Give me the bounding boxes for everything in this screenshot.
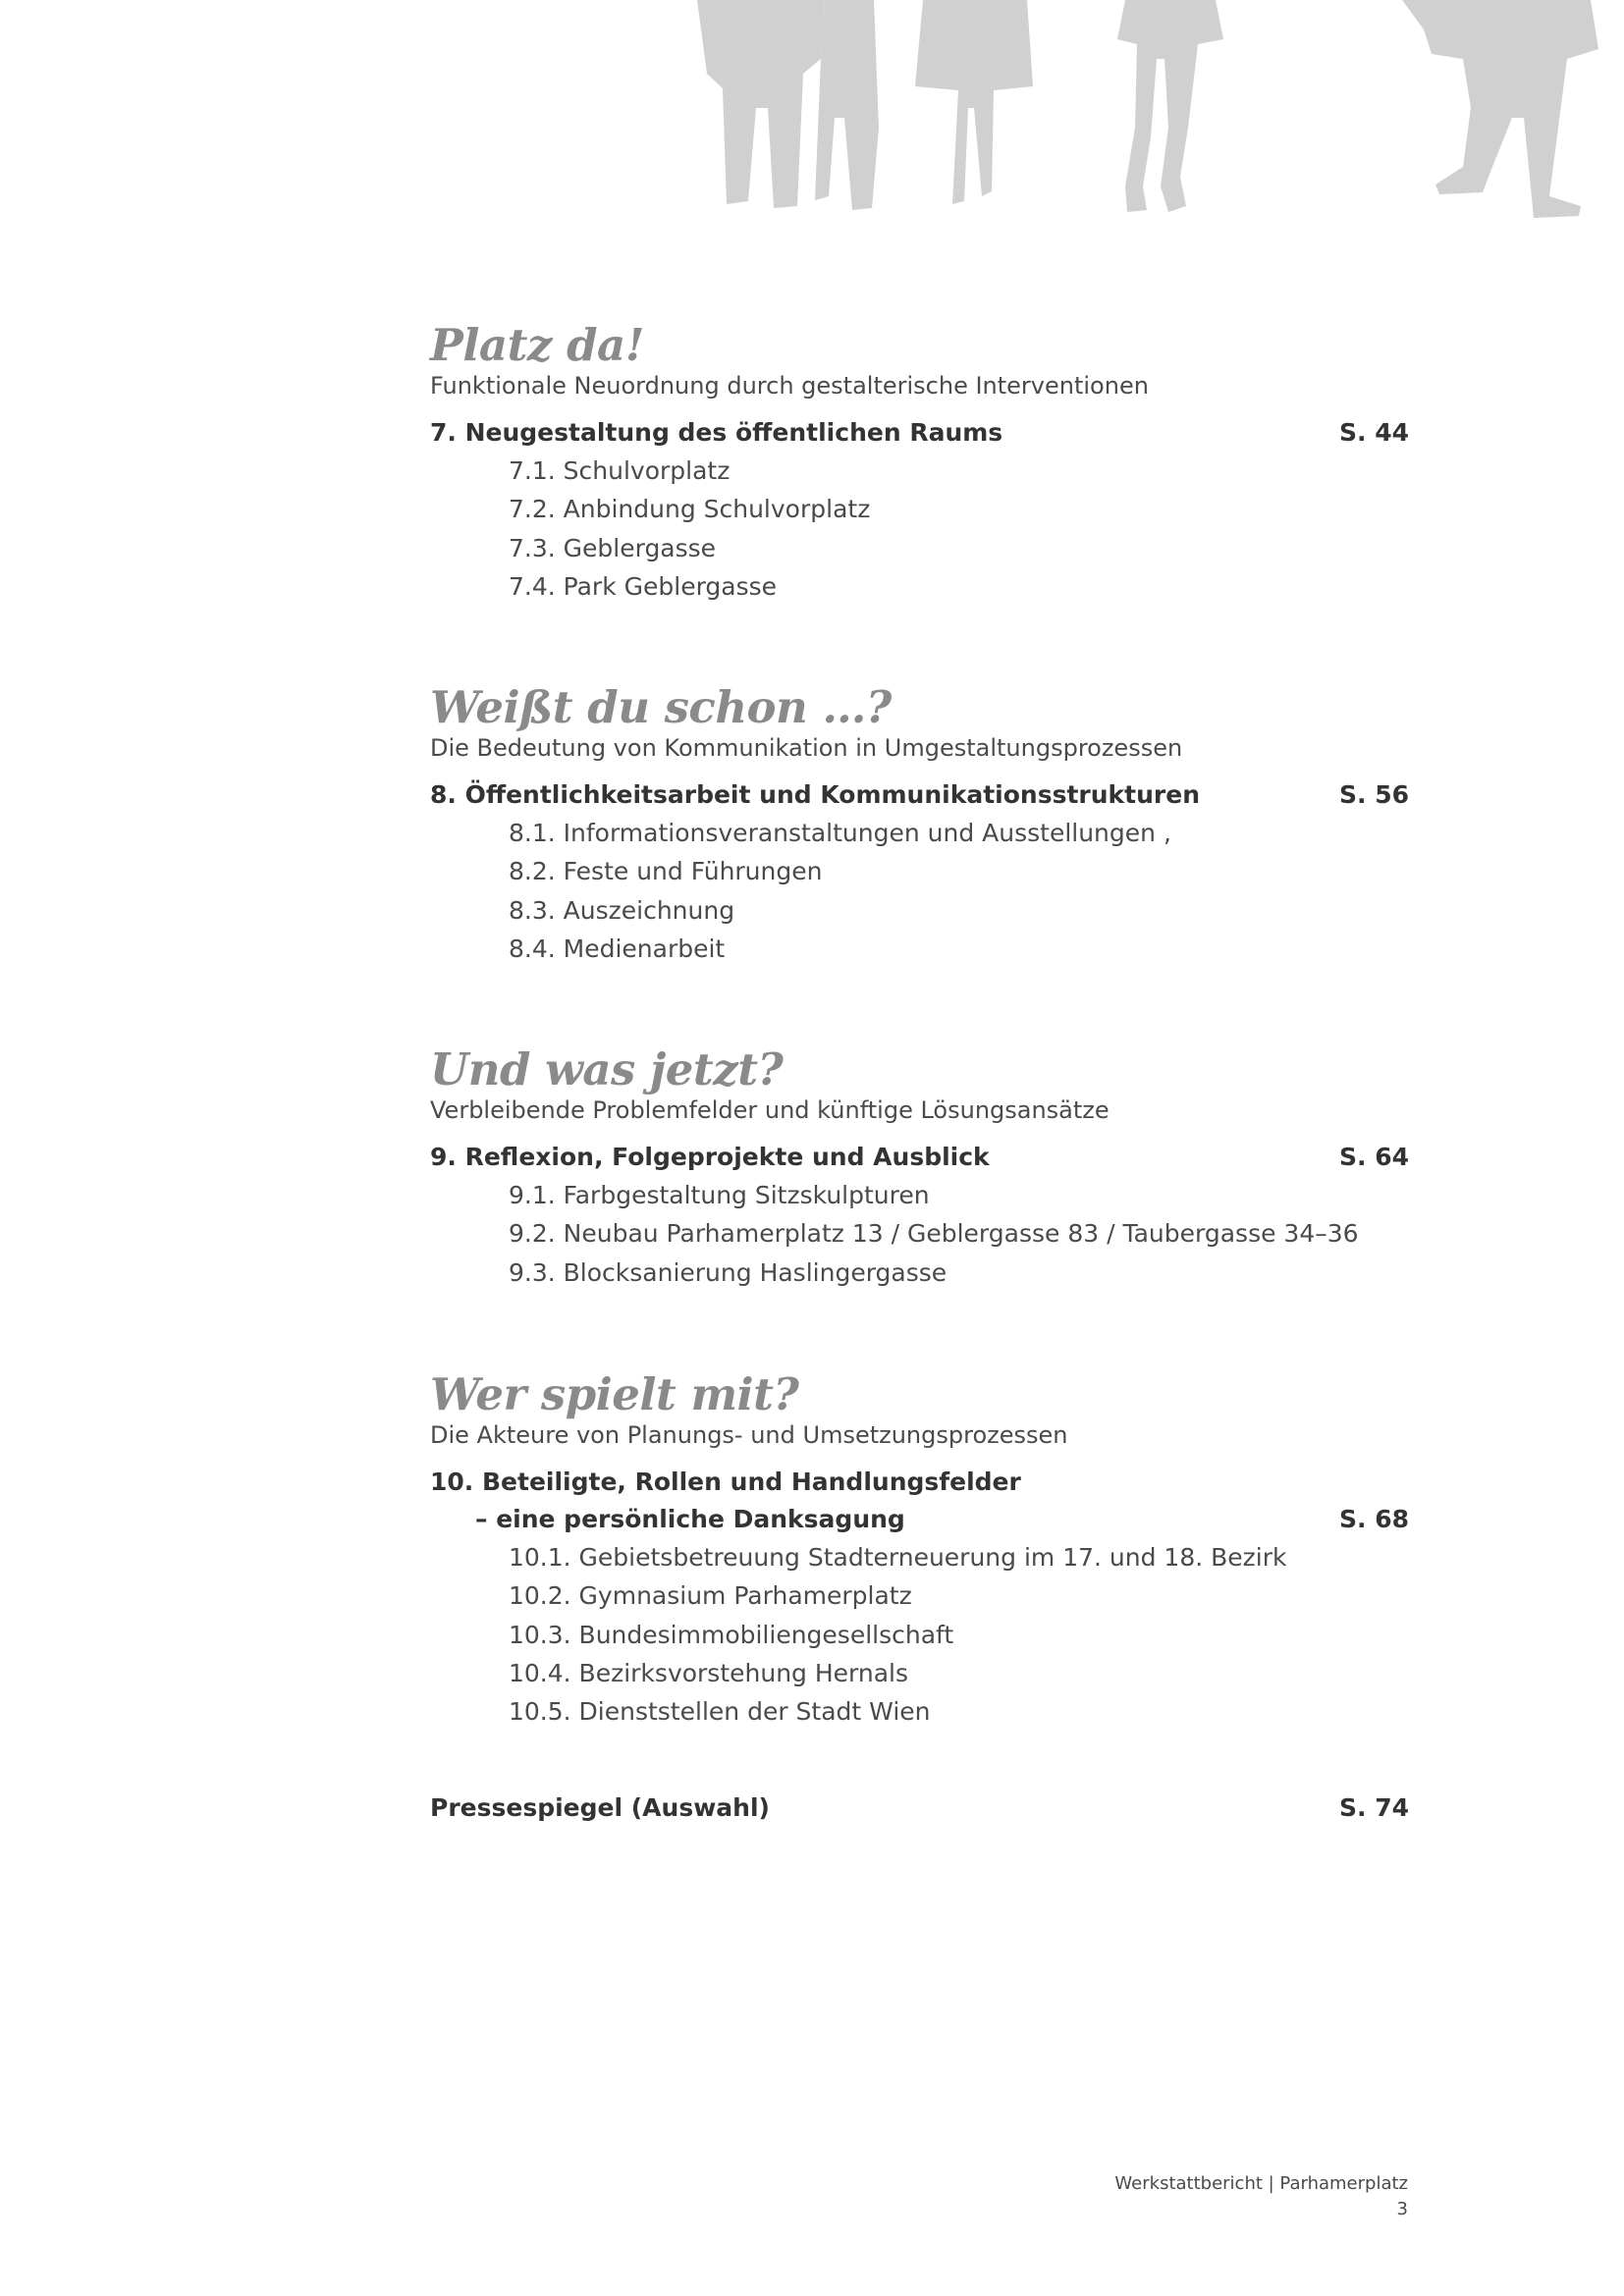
subchapter-item[interactable]: 9.1. Farbgestaltung Sitzskulpturen [509,1181,930,1209]
subchapter-item[interactable]: 7.2. Anbindung Schulvorplatz [509,495,871,524]
subchapter-item[interactable]: 9.2. Neubau Parhamerplatz 13 / Geblergasse 83 / Taubergasse 34–36 [509,1219,1359,1249]
subchapter-item[interactable]: 10.5. Dienststellen der Stadt Wien [509,1697,931,1727]
section-subtitle: Die Akteure von Planungs- und Umsetzungsprozessen [430,1421,1068,1449]
section-subtitle: Verbleibende Problemfelder und künftige Lösungsansätze [430,1096,1110,1124]
chapter-heading[interactable] [430,1464,1412,1501]
silhouette-person-3 [915,0,1033,204]
page-number: 3 [1396,2199,1408,2219]
chapter-title-continuation: – eine persönliche Danksagung [475,1505,905,1533]
subchapter-item[interactable]: 7.4. Park Geblergasse [509,571,778,601]
section-title: Und was jetzt? [430,1043,784,1095]
silhouette-person-2 [815,0,879,210]
subchapter-item[interactable]: 10.1. Gebietsbetreuung Stadterneuerung im 17. und 18. Bezirk [509,1543,1287,1572]
subchapter-item[interactable]: 7.3. Geblergasse [509,533,717,562]
page-footer [1114,2171,1408,2222]
people-silhouettes-illustration [677,0,1624,226]
chapter-title: 9. Reflexion, Folgeprojekte und Ausblick [430,1143,990,1171]
subchapter-list [430,1538,1412,1731]
toc-press-review [430,1789,1412,1827]
subchapter-item[interactable]: 9.3. Blocksanierung Haslingergasse [509,1257,947,1287]
subchapter-list [430,814,1412,968]
silhouette-person-5 [1402,0,1598,218]
section-subtitle: Die Bedeutung von Kommunikation in Umgestaltungsprozessen [430,734,1183,762]
footer-publication: Werkstattbericht | Parhamerplatz [1114,2173,1408,2194]
chapter-page-ref: S. 44 [1339,418,1409,447]
toc-section-weisst-du-schon [430,682,1412,968]
subchapter-item[interactable]: 8.4. Medienarbeit [509,934,726,963]
section-title: Platz da! [430,319,644,371]
toc-section-wer-spielt-mit [430,1369,1412,1731]
chapter-page-ref: S. 64 [1339,1143,1409,1171]
toc-section-platz-da [430,320,1412,606]
chapter-title: 8. Öffentlichkeitsarbeit und Kommunikationsstrukturen [430,780,1200,809]
silhouette-person-1 [697,0,825,208]
press-review-page-ref: S. 74 [1339,1793,1409,1822]
chapter-page-ref: S. 56 [1339,780,1409,809]
chapter-heading[interactable] [430,776,1412,814]
subchapter-item[interactable]: 8.1. Informationsveranstaltungen und Ausstellungen , [509,819,1171,847]
chapter-heading[interactable] [430,1139,1412,1176]
subchapter-list [430,1176,1412,1292]
section-subtitle: Funktionale Neuordnung durch gestalterische Interventionen [430,372,1149,400]
chapter-heading[interactable] [430,1789,1412,1827]
chapter-title: 7. Neugestaltung des öffentlichen Raums [430,418,1003,447]
chapter-heading[interactable] [430,414,1412,452]
subchapter-item[interactable]: 10.3. Bundesimmobiliengesellschaft [509,1620,954,1649]
chapter-page-ref: S. 68 [1339,1505,1409,1533]
section-title: Weißt du schon …? [430,681,892,733]
section-title: Wer spielt mit? [430,1368,799,1420]
press-review-title: Pressespiegel (Auswahl) [430,1793,770,1822]
subchapter-item[interactable]: 8.3. Auszeichnung [509,895,735,925]
chapter-title: 10. Beteiligte, Rollen und Handlungsfelder [430,1468,1021,1496]
silhouette-person-4 [1117,0,1223,212]
subchapter-item[interactable]: 10.4. Bezirksvorstehung Hernals [509,1658,909,1687]
subchapter-item[interactable]: 7.1. Schulvorplatz [509,456,731,485]
chapter-heading-continuation[interactable] [430,1501,1412,1538]
subchapter-list [430,452,1412,606]
subchapter-item[interactable]: 10.2. Gymnasium Parhamerplatz [509,1581,912,1611]
subchapter-item[interactable]: 8.2. Feste und Führungen [509,857,823,886]
toc-section-und-was-jetzt [430,1044,1412,1292]
